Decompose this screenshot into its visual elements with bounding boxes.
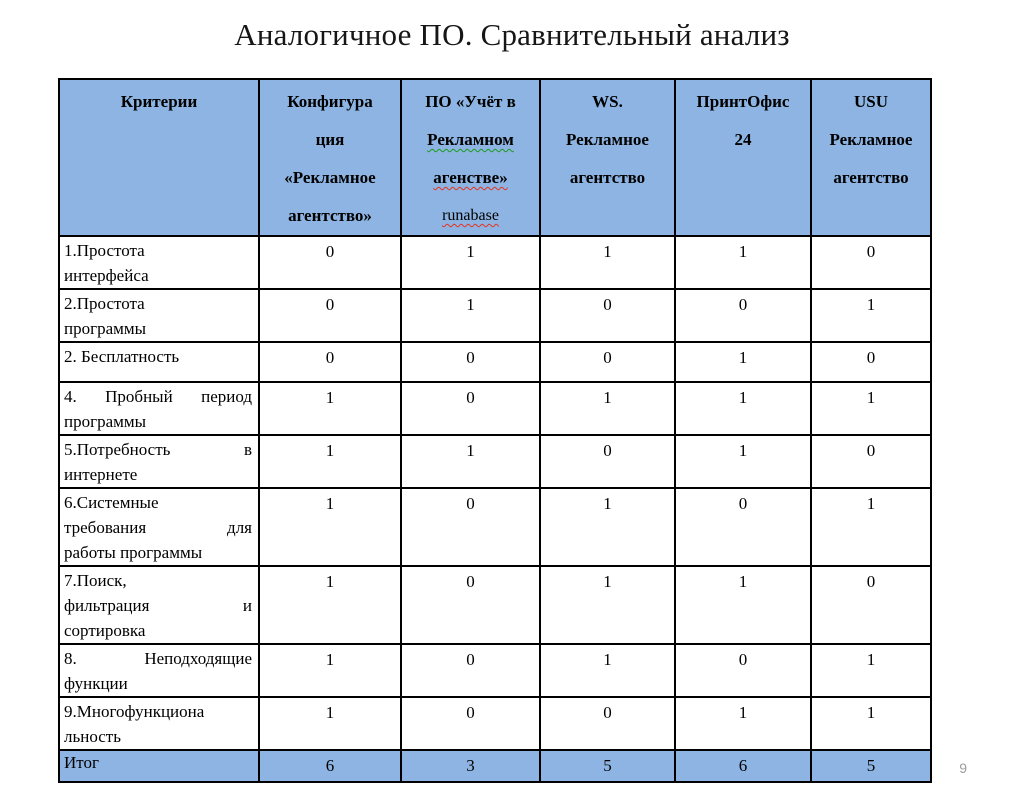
- table-row: [59, 566, 931, 644]
- column-header-konfiguratsiya-reklamnoe-agentstvo: [259, 79, 401, 236]
- table-row: [59, 488, 931, 566]
- header-line: агентство: [833, 168, 909, 187]
- header-line-spelling-underline: агенстве»: [433, 168, 508, 187]
- header-line-grammar-underline: Рекламном: [427, 130, 514, 149]
- criteria-line: 4. Пробный период: [64, 387, 252, 406]
- value-cell: 1: [540, 488, 675, 566]
- value-cell: 1: [675, 697, 811, 750]
- comparison-table: [58, 78, 932, 783]
- value-cell: 0: [401, 382, 540, 435]
- criteria-cell: [59, 289, 259, 342]
- value-cell: 0: [675, 488, 811, 566]
- value-cell: 0: [540, 289, 675, 342]
- value-cell: 1: [675, 382, 811, 435]
- header-line: агентство: [569, 168, 646, 187]
- value-cell: 0: [811, 342, 931, 382]
- criteria-cell: [59, 382, 259, 435]
- value-cell: 0: [540, 342, 675, 382]
- value-cell: 0: [259, 342, 401, 382]
- value-cell: 0: [401, 644, 540, 697]
- header-line: Конфигура: [287, 92, 373, 111]
- value-cell: 1: [401, 289, 540, 342]
- value-cell: 0: [259, 236, 401, 289]
- header-line: 24: [734, 130, 752, 149]
- value-cell: 0: [540, 435, 675, 488]
- criteria-line: 7.Поиск,: [64, 571, 127, 590]
- value-cell: 1: [675, 236, 811, 289]
- value-cell: 0: [401, 488, 540, 566]
- value-cell: 1: [401, 236, 540, 289]
- value-cell: 1: [540, 382, 675, 435]
- total-value-cell: 6: [259, 750, 401, 782]
- value-cell: 0: [811, 566, 931, 644]
- criteria-line: льность: [64, 727, 121, 746]
- value-cell: 0: [401, 697, 540, 750]
- criteria-line: 2. Бесплатность: [64, 347, 180, 366]
- value-cell: 1: [811, 488, 931, 566]
- criteria-line: требования для: [64, 518, 252, 537]
- value-cell: 1: [259, 435, 401, 488]
- table-row: [59, 289, 931, 342]
- total-label-cell: Итог: [59, 750, 259, 782]
- criteria-line: 1.Простота: [64, 241, 145, 260]
- criteria-line: программы: [64, 319, 147, 338]
- value-cell: 0: [540, 697, 675, 750]
- criteria-cell: [59, 488, 259, 566]
- header-line: агентство»: [288, 206, 372, 225]
- criteria-cell: [59, 342, 259, 382]
- value-cell: 1: [259, 488, 401, 566]
- value-cell: 1: [675, 566, 811, 644]
- value-cell: 1: [540, 236, 675, 289]
- value-cell: 1: [811, 697, 931, 750]
- criteria-line: интерфейса: [64, 266, 149, 285]
- value-cell: 0: [259, 289, 401, 342]
- criteria-line: 2.Простота: [64, 294, 145, 313]
- criteria-line: 8. Неподходящие: [64, 649, 252, 668]
- value-cell: 1: [675, 342, 811, 382]
- table-row: [59, 697, 931, 750]
- page-number: 9: [959, 760, 967, 776]
- total-value-cell: 5: [540, 750, 675, 782]
- criteria-line: функции: [64, 674, 128, 693]
- value-cell: 1: [259, 566, 401, 644]
- header-line: ПринтОфис: [696, 92, 790, 111]
- header-line: ция: [315, 130, 345, 149]
- value-cell: 0: [811, 236, 931, 289]
- header-line: WS.: [592, 92, 623, 111]
- value-cell: 0: [811, 435, 931, 488]
- value-cell: 0: [675, 644, 811, 697]
- table-row: [59, 644, 931, 697]
- header-line: USU: [853, 92, 888, 111]
- slide-title: Аналогичное ПО. Сравнительный анализ: [234, 17, 790, 52]
- value-cell: 1: [259, 382, 401, 435]
- table-row: [59, 382, 931, 435]
- value-cell: 1: [540, 566, 675, 644]
- value-cell: 1: [675, 435, 811, 488]
- value-cell: 1: [811, 382, 931, 435]
- criteria-cell: [59, 236, 259, 289]
- criteria-cell: [59, 566, 259, 644]
- total-value-cell: 3: [401, 750, 540, 782]
- criteria-line: 9.Многофункциона: [64, 702, 205, 721]
- header-line: «Рекламное: [284, 168, 376, 187]
- criteria-cell: [59, 697, 259, 750]
- criteria-line: интернете: [64, 465, 138, 484]
- value-cell: 1: [259, 644, 401, 697]
- value-cell: 0: [401, 342, 540, 382]
- criteria-line: фильтрация и: [64, 596, 252, 615]
- header-line: Рекламное: [566, 130, 649, 149]
- value-cell: 1: [259, 697, 401, 750]
- table-row: [59, 435, 931, 488]
- criteria-line: программы: [64, 412, 147, 431]
- criteria-cell: [59, 644, 259, 697]
- column-header-criteria: [59, 79, 259, 236]
- value-cell: 1: [811, 289, 931, 342]
- value-cell: 0: [675, 289, 811, 342]
- total-value-cell: 6: [675, 750, 811, 782]
- total-row: [59, 750, 931, 782]
- value-cell: 1: [811, 644, 931, 697]
- column-header-po-uchet-v-reklamnom-agenstve: [401, 79, 540, 236]
- header-line: Критерии: [120, 92, 198, 111]
- criteria-line: работы программы: [64, 543, 203, 562]
- column-header-ws-reklamnoe-agentstvo: [540, 79, 675, 236]
- header-line: ПО «Учёт в: [425, 92, 516, 111]
- value-cell: 1: [401, 435, 540, 488]
- column-header-usu-reklamnoe-agentstvo: [811, 79, 931, 236]
- value-cell: 0: [401, 566, 540, 644]
- criteria-line: 6.Системные: [64, 493, 159, 512]
- criteria-cell: [59, 435, 259, 488]
- table-header-row: [59, 79, 931, 236]
- total-value-cell: 5: [811, 750, 931, 782]
- column-header-printofis-24: [675, 79, 811, 236]
- criteria-line: сортировка: [64, 621, 146, 640]
- table-row: [59, 236, 931, 289]
- header-line-runabase: runabase: [442, 207, 499, 224]
- value-cell: 1: [540, 644, 675, 697]
- table-row: [59, 342, 931, 382]
- header-line: Рекламное: [829, 130, 913, 149]
- criteria-line: 5.Потребность в: [64, 440, 252, 459]
